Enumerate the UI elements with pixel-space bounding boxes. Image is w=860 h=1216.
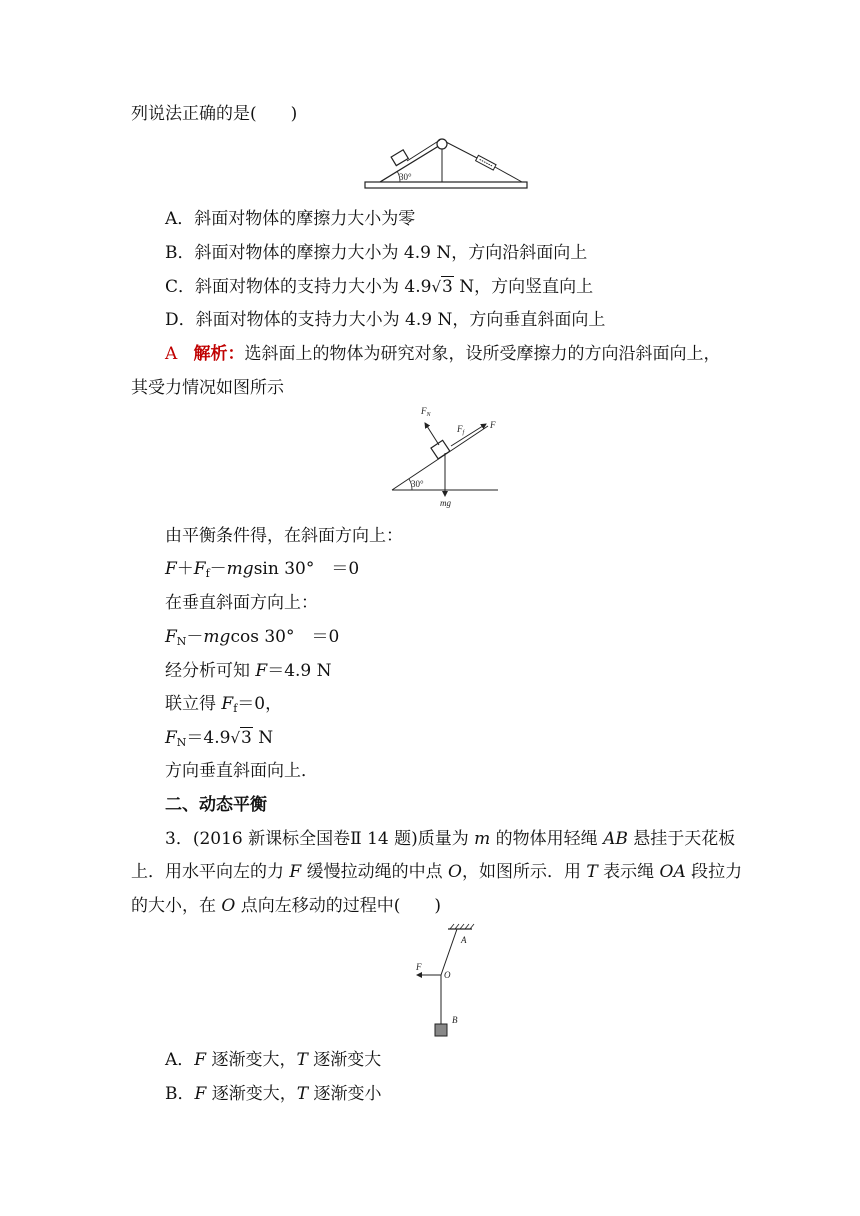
section-title: 二、动态平衡 <box>165 795 267 815</box>
step-4-equation: $F_N-mgcos$ 30° ＝0 <box>165 627 340 648</box>
option-b <box>165 241 587 265</box>
analysis-text-1: 选斜面上的物体为研究对象，设所受摩擦力的方向沿斜面向上， <box>244 344 721 364</box>
step-3: 在垂直斜面方向上： <box>165 593 318 613</box>
sqrt-expression: √3 <box>230 728 252 748</box>
step-2-equation: $F+F_f-mgsin$ 30° ＝0 <box>165 559 360 580</box>
option-c <box>165 275 593 299</box>
force-diagram-figure <box>388 400 508 510</box>
analysis-label: 解析： <box>193 344 245 364</box>
point-o-label: O <box>444 970 451 980</box>
normal-force-label: $F_N$ <box>421 406 431 418</box>
q3-option-a: A．F 逐渐变大，T 逐渐变大 <box>165 1050 382 1070</box>
question-3-line-2: 上．用水平向左的力 F 缓慢拉动绳的中点 O，如图所示．用 T 表示绳 OA 段拉力 <box>131 862 743 882</box>
step-5: 经分析可知 F＝4.9 N <box>165 661 332 681</box>
option-d <box>165 308 605 332</box>
step-7: $F_N=4.9√3$ N <box>165 728 274 749</box>
option-a <box>165 207 415 231</box>
friction-force-label: $F_f$ <box>457 424 465 436</box>
force-f-label: F <box>416 962 422 972</box>
q3-option-b: B．F 逐渐变大，T 逐渐变小 <box>165 1084 382 1104</box>
option-c-text-before: 斜面对物体的支持力大小为 4.9 <box>195 277 432 297</box>
sqrt-expression: √3 <box>431 277 453 297</box>
option-c-radicand: 3 <box>442 277 453 297</box>
question-3-line-3: 的大小，在 O 点向左移动的过程中( ) <box>131 896 442 916</box>
analysis-line-1 <box>165 342 721 366</box>
applied-force-label: F <box>490 420 496 430</box>
figure1-angle-label: 30° <box>399 172 412 182</box>
step-6: 联立得 $F_f=0$， <box>165 694 283 715</box>
step-1: 由平衡条件得，在斜面方向上： <box>165 526 403 546</box>
option-a-text: 斜面对物体的摩擦力大小为零 <box>194 209 416 229</box>
incline-pulley-figure <box>360 136 530 192</box>
figure2-angle-label: 30° <box>411 479 424 489</box>
option-b-label: B． <box>165 243 195 263</box>
step-8: 方向垂直斜面向上． <box>165 761 318 781</box>
weight-label: mg <box>440 498 451 508</box>
option-c-label: C． <box>165 277 196 297</box>
point-a-label: A <box>461 935 467 945</box>
option-d-label: D． <box>165 310 196 330</box>
analysis-line-2: 其受力情况如图所示 <box>131 378 284 398</box>
option-a-label: A． <box>165 209 195 229</box>
option-c-text-after: N，方向竖直向上 <box>453 277 594 297</box>
answer-letter: A <box>165 344 178 364</box>
point-b-label: B <box>452 1015 458 1025</box>
question-3-line-1: 3．(2016 新课标全国卷Ⅱ 14 题)质量为 m 的物体用轻绳 AB 悬挂于天花板 <box>165 829 736 849</box>
option-d-text: 斜面对物体的支持力大小为 4.9 N，方向垂直斜面向上 <box>195 310 606 330</box>
hanging-mass-figure <box>410 922 480 1040</box>
option-b-text: 斜面对物体的摩擦力大小为 4.9 N，方向沿斜面向上 <box>194 243 588 263</box>
question-stem-tail: 列说法正确的是( ) <box>131 104 298 124</box>
